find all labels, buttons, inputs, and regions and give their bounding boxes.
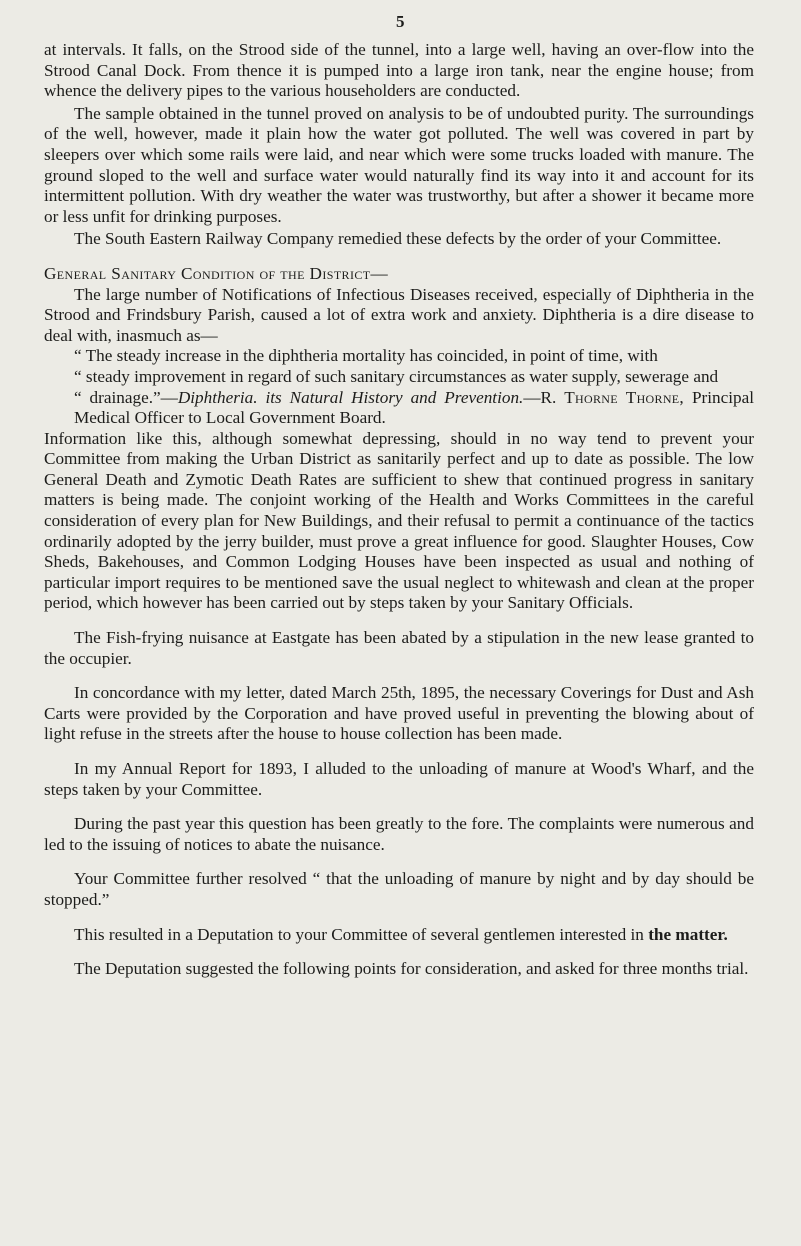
paragraph-continuation: at intervals. It falls, on the Strood side of the tunnel, into a large well, having an over-flow into the Strood Canal Dock. From thence it is pumped into a large iron tank, near the engine house; from whence the delivery pipes to the various householders are conducted.: [44, 40, 754, 101]
quote-line-3: [44, 388, 754, 429]
deputation-text: This resulted in a Deputation to your Committee of several gentlemen interested in: [74, 924, 649, 944]
paragraph-past-year: During the past year this question has been greatly to the fore. The complaints were numerous and led to the issuing of notices to abate the nuisance.: [44, 814, 754, 854]
page-number: 5: [396, 12, 405, 31]
body-text: [44, 40, 754, 980]
quote-author-name: Thorne Thorne,: [564, 387, 685, 407]
paragraph-notifications: The large number of Notifications of Infectious Diseases received, especially of Diphtheria in the Strood and Frindsbury Parish, caused a lot of extra work and anxiety. Diphtheria is a dire disease to deal with, inasmuch as—: [44, 284, 754, 345]
paragraph-railway-remedy: The South Eastern Railway Company remedied these defects by the order of your Committee.: [74, 229, 722, 249]
quote-citation-title: Diphtheria. its Natural History and Prevention.: [177, 387, 524, 407]
section-heading-sanitary-condition: General Sanitary Condition of the District—: [44, 263, 389, 283]
paragraph-deputation: [44, 925, 754, 946]
paragraph-committee-resolved: Your Committee further resolved “ that the unloading of manure by night and by day should be stopped.”: [44, 869, 754, 909]
paragraph-deputation-points: The Deputation suggested the following points for consideration, and asked for three months trial.: [74, 959, 749, 979]
paragraph-annual-report: In my Annual Report for 1893, I alluded to the unloading of manure at Wood's Wharf, and the steps taken by your Committee.: [44, 759, 754, 799]
paragraph-water-sample: The sample obtained in the tunnel proved on analysis to be of undoubted purity. The surroundings of the well, however, made it plain how the water got polluted. The well was covered in part by sleepers over which some rails were laid, and near which were some trucks loaded with manure. The ground sloped to the well and surface water would naturally find its way into it and account for its intermittent pollution. With dry weather the water was trustworthy, but after a shower it became more or less unfit for drinking purposes.: [44, 103, 754, 226]
deputation-text-end: the matter.: [648, 924, 728, 944]
quote-line-1: “ The steady increase in the diphtheria mortality has coincided, in point of time, with: [74, 346, 658, 366]
quote-drainage: “ drainage.”—: [74, 387, 178, 407]
paragraph-dust-coverings: In concordance with my letter, dated March 25th, 1895, the necessary Coverings for Dust and Ash Carts were provided by the Corporation and have proved useful in preventing the blowing about of light refuse in the streets after the house to house collection has been made.: [44, 683, 754, 744]
quote-dash: —R.: [523, 387, 565, 407]
quote-line-2: “ steady improvement in regard of such sanitary circumstances as water supply, sewerage and: [74, 366, 719, 386]
paragraph-fish-frying: The Fish-frying nuisance at Eastgate has been abated by a stipulation in the new lease granted to the occupier.: [44, 628, 754, 668]
paragraph-information: Information like this, although somewhat depressing, should in no way tend to prevent your Committee from making the Urban District as sanitarily perfect and up to date as possible. The low General Death and Zymotic Death Rates are sufficient to shew that continued progress in sanitary matters is being made. The conjoint working of the Health and Works Committees in the careful consideration of every plan for New Buildings, and their refusal to permit a continuance of the tactics ordinarily adopted by the jerry builder, must prove a great influence for good. Slaughter Houses, Cow Sheds, Bakehouses, and Common Lodging Houses have been inspected as usual and nothing of particular import requires to be mentioned save the usual neglect to whitewash and clean at the proper period, which however has been carried out by steps taken by your Sanitary Officials.: [44, 428, 754, 613]
quote-author-title: Principal Medical Officer to Local Government Board.: [74, 387, 754, 428]
